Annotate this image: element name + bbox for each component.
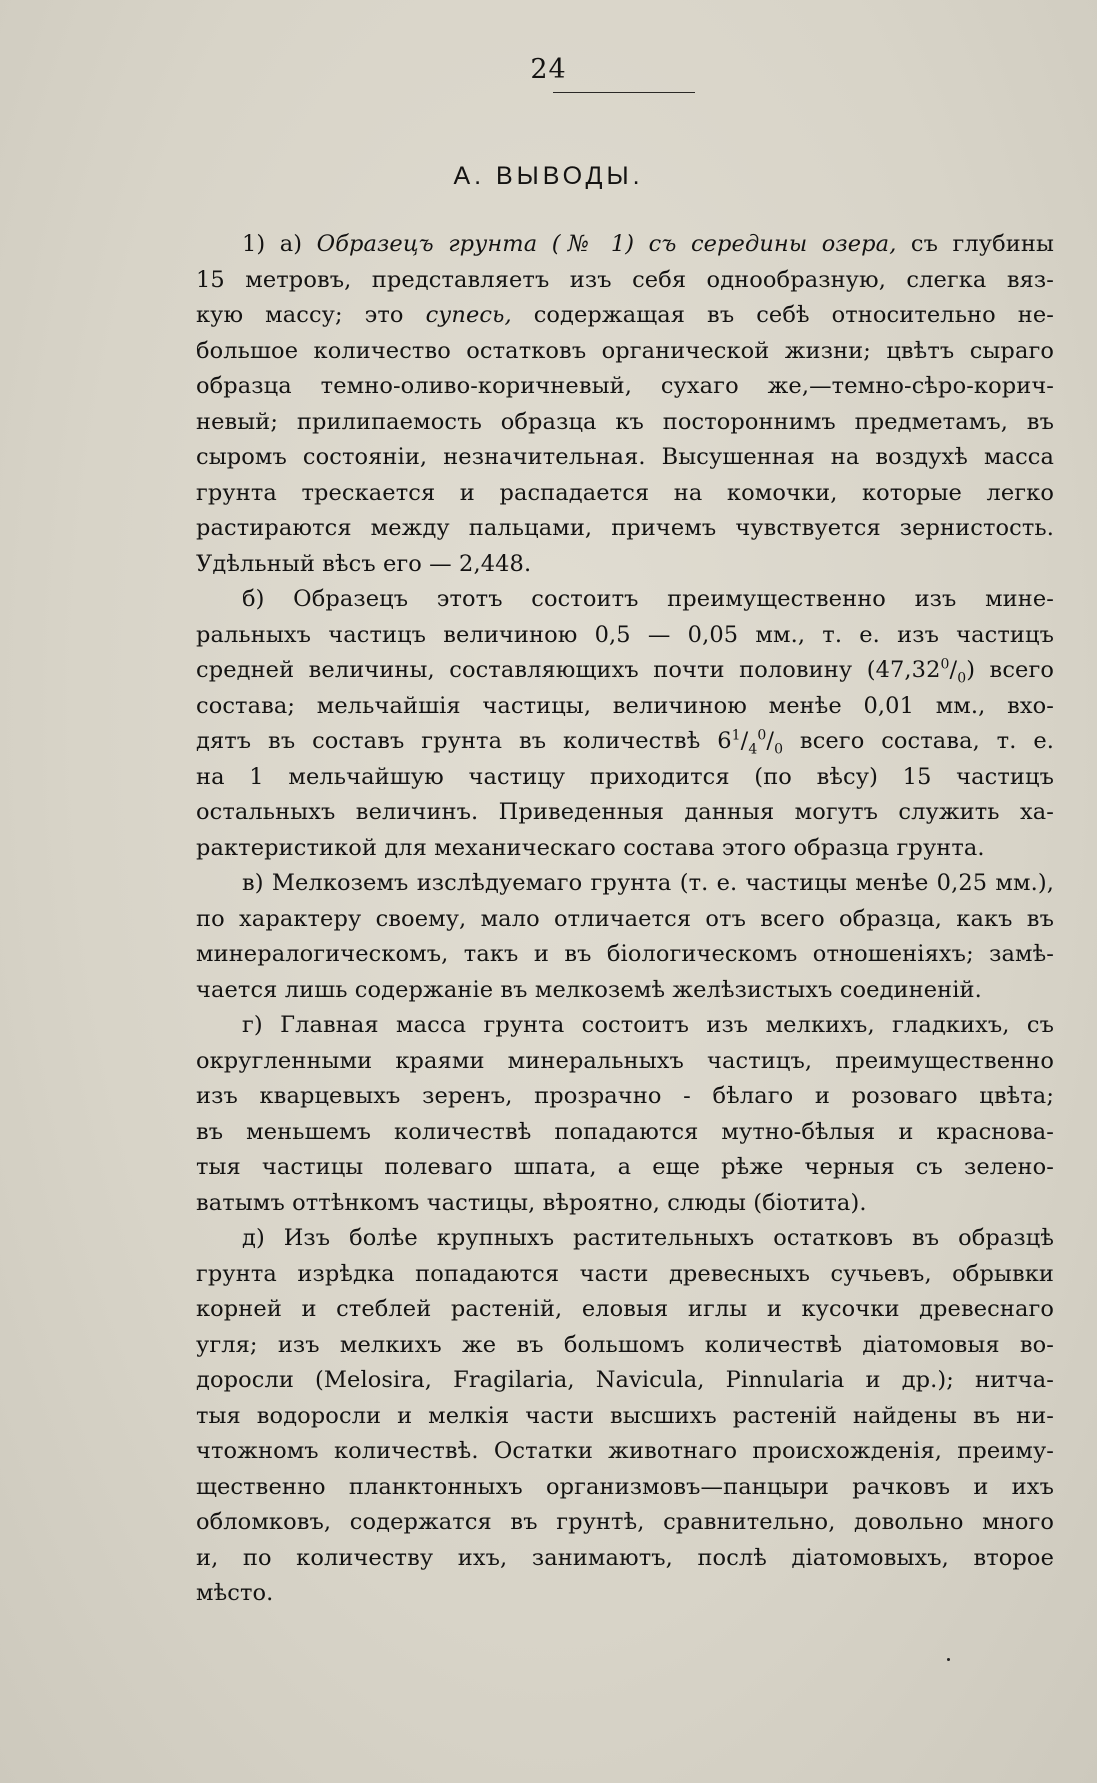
text-line	[196, 1328, 1054, 1364]
text-segment: сыромъ состояніи, незначительная. Высушенная на воздухѣ масса	[196, 444, 1054, 470]
text-line	[196, 582, 1054, 618]
italic-text: супесь,	[425, 302, 512, 328]
text-line	[196, 689, 1054, 725]
text-segment: 1) а)	[242, 231, 317, 257]
text-line	[196, 1150, 1054, 1186]
body-text	[196, 227, 1054, 1612]
text-line	[196, 476, 1054, 512]
text-line	[196, 1221, 1054, 1257]
text-segment: корней и стеблей растеній, еловыя иглы и кусочки древеснаго	[196, 1296, 1054, 1322]
text-line	[196, 511, 1054, 547]
text-segment: и, по количеству ихъ, занимаютъ, послѣ діатомовыхъ, второе	[196, 1544, 1054, 1571]
text-segment: состава; мельчайшія частицы, величиною менѣе 0,01 мм., вхо-	[196, 692, 1054, 719]
text-segment: тыя водоросли и мелкія части высшихъ растеній найдены въ ни-	[196, 1402, 1054, 1429]
subscript: 4	[748, 741, 758, 758]
text-segment: г) Главная масса грунта состоитъ изъ мелкихъ, гладкихъ, съ	[242, 1012, 1054, 1038]
text-line	[196, 653, 1054, 689]
text-segment: Удѣльный вѣсъ его — 2,448.	[196, 550, 532, 577]
text-segment: 15 метровъ, представляетъ изъ себя однообразную, слегка вяз-	[196, 266, 1054, 293]
superscript: 0	[757, 727, 767, 744]
text-segment: въ меньшемъ количествѣ попадаются мутно-бѣлыя и краснова-	[196, 1118, 1054, 1145]
text-line	[196, 1363, 1054, 1399]
text-line	[196, 263, 1054, 299]
text-line	[196, 369, 1054, 405]
text-segment: /	[949, 657, 958, 683]
text-line	[196, 1044, 1054, 1080]
text-segment: чается лишь содержаніе въ мелкоземѣ желѣзистыхъ соединеній.	[196, 976, 982, 1003]
text-segment: б) Образецъ этотъ состоитъ преимущественно изъ мине-	[242, 586, 1054, 612]
text-segment: грунта изрѣдка попадаются части древесныхъ сучьевъ, обрывки	[196, 1260, 1054, 1287]
text-line	[196, 902, 1054, 938]
text-line	[196, 760, 1054, 796]
text-segment: округленными краями минеральныхъ частицъ, преимущественно	[196, 1047, 1054, 1074]
text-segment: по характеру своему, мало отличается отъ всего образца, какъ въ	[196, 905, 1054, 932]
text-line	[196, 1576, 1054, 1612]
text-line	[196, 1470, 1054, 1506]
section-heading: А. ВЫВОДЫ.	[453, 162, 644, 190]
text-segment: кую массу; это	[196, 302, 426, 328]
text-segment: тыя частицы полеваго шпата, а еще рѣже черныя съ зелено-	[196, 1154, 1054, 1180]
text-line	[196, 1399, 1054, 1435]
text-line	[196, 440, 1054, 476]
text-segment: средней величины, составляющихъ почти половину (47,32	[196, 657, 941, 683]
text-segment: угля; изъ мелкихъ же въ большомъ количествѣ діатомовыя во-	[196, 1331, 1054, 1358]
text-segment: /	[766, 728, 775, 754]
text-line	[196, 1505, 1054, 1541]
text-segment: обломковъ, содержатся въ грунтѣ, сравнительно, довольно много	[196, 1509, 1054, 1535]
text-segment: щественно планктонныхъ организмовъ—панцыри рачковъ и ихъ	[196, 1473, 1054, 1500]
page-number: 24	[530, 54, 567, 85]
text-line	[196, 298, 1054, 334]
text-line	[196, 973, 1054, 1009]
text-line	[196, 831, 1054, 867]
superscript: 1	[731, 727, 741, 744]
text-line	[196, 334, 1054, 370]
text-line	[196, 795, 1054, 831]
text-segment: в) Мелкоземъ изслѣдуемаго грунта (т. е. частицы менѣе 0,25 мм.),	[242, 870, 1054, 896]
text-segment: грунта трескается и распадается на комочки, которые легко	[196, 479, 1054, 506]
text-segment: минералогическомъ, такъ и въ біологическомъ отношеніяхъ; замѣ-	[196, 941, 1054, 967]
text-line	[196, 618, 1054, 654]
text-segment: на 1 мельчайшую частицу приходится (по вѣсу) 15 частицъ	[196, 763, 1054, 790]
text-line	[196, 1115, 1054, 1151]
subscript: 0	[774, 741, 784, 758]
text-segment: растираются между пальцами, причемъ чувствуется зернистость.	[196, 515, 1054, 541]
text-segment: образца темно-оливо-коричневый, сухаго же,—темно-сѣро-корич-	[196, 373, 1054, 399]
text-segment: /	[740, 728, 749, 754]
text-segment: большое количество остатковъ органической жизни; цвѣтъ сыраго	[196, 337, 1054, 364]
text-segment: д) Изъ болѣе крупныхъ растительныхъ остатковъ въ образцѣ	[242, 1225, 1054, 1251]
text-segment: мѣсто.	[196, 1580, 274, 1606]
text-line	[196, 1292, 1054, 1328]
text-line	[196, 724, 1054, 760]
text-segment: дятъ въ составъ грунта въ количествѣ 6	[196, 728, 732, 754]
text-line	[196, 1079, 1054, 1115]
text-line	[196, 547, 1054, 583]
text-line	[196, 866, 1054, 902]
text-segment: чтожномъ количествѣ. Остатки животнаго происхожденія, преиму-	[196, 1438, 1054, 1464]
text-line	[196, 1257, 1054, 1293]
text-line	[196, 405, 1054, 441]
print-speck	[947, 1658, 950, 1661]
text-segment: ватымъ оттѣнкомъ частицы, вѣроятно, слюды (біотита).	[196, 1189, 867, 1216]
text-segment: доросли (Melosira, Fragilaria, Navicula, Pinnularia и др.); нитча-	[196, 1367, 1054, 1393]
italic-text: Образецъ грунта (№ 1) съ середины озера,	[316, 231, 897, 257]
text-line	[196, 1008, 1054, 1044]
text-line	[196, 937, 1054, 973]
text-segment: съ глубины	[896, 231, 1054, 257]
text-segment: всего состава, т. е.	[783, 728, 1054, 754]
text-line	[196, 1434, 1054, 1470]
text-line	[196, 1541, 1054, 1577]
text-segment: ральныхъ частицъ величиною 0,5 — 0,05 мм., т. е. изъ частицъ	[196, 621, 1054, 648]
text-segment: рактеристикой для механическаго состава этого образца грунта.	[196, 834, 985, 861]
text-segment: остальныхъ величинъ. Приведенныя данныя могутъ служить ха-	[196, 799, 1054, 825]
text-line	[196, 1186, 1054, 1222]
text-line	[196, 227, 1054, 263]
text-segment: изъ кварцевыхъ зеренъ, прозрачно - бѣлаго и розоваго цвѣта;	[196, 1083, 1054, 1109]
subscript: 0	[957, 670, 967, 687]
text-segment: ) всего	[966, 657, 1054, 683]
text-segment: содержащая въ себѣ относительно не-	[511, 302, 1054, 328]
text-segment: невый; прилипаемость образца къ постороннимъ предметамъ, въ	[196, 408, 1054, 435]
superscript: 0	[940, 656, 950, 673]
page-number-rule	[553, 92, 695, 93]
